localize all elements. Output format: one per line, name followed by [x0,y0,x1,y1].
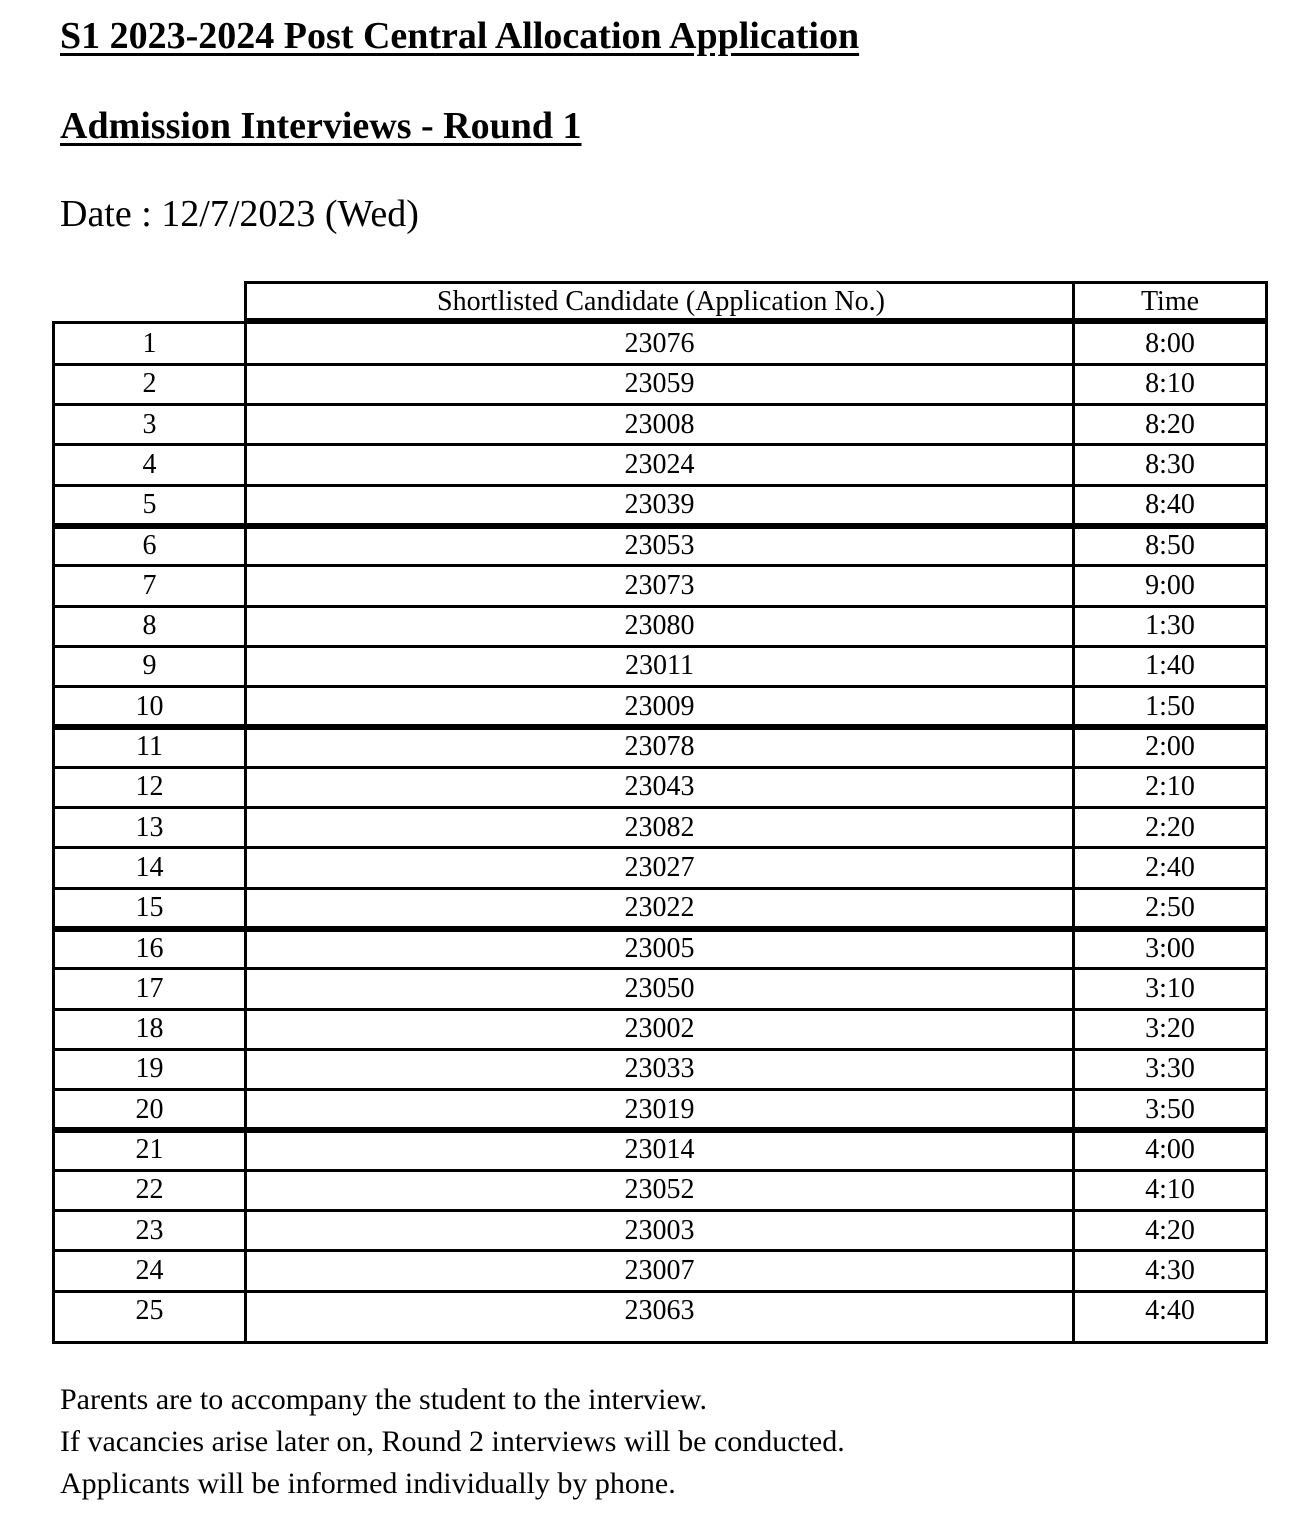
row-number: 13 [135,811,164,843]
application-number: 23022 [624,892,695,924]
interview-time: 3:10 [1145,972,1195,1004]
row-number: 21 [135,1134,164,1165]
interview-time: 3:30 [1145,1053,1195,1085]
interview-time: 4:40 [1145,1295,1195,1327]
row-number: 20 [135,1093,164,1125]
interview-time: 4:10 [1145,1174,1195,1206]
application-number: 23007 [624,1254,695,1286]
row-number: 12 [135,771,164,803]
row-number: 9 [142,650,157,682]
notes [60,1379,845,1505]
row-number: 16 [135,932,164,964]
application-number: 23043 [624,771,695,803]
interview-time: 8:00 [1145,328,1195,359]
application-number: 23009 [624,690,695,722]
header-time: Time [1072,281,1268,321]
interview-time: 2:10 [1145,771,1195,803]
application-number: 23033 [624,1053,695,1085]
row-number: 18 [135,1013,164,1045]
row-number: 23 [135,1214,164,1246]
row-number: 17 [135,972,164,1004]
interview-time: 1:40 [1145,650,1195,682]
application-number: 23076 [624,328,695,359]
application-number: 23002 [624,1013,695,1045]
interview-schedule-table [52,281,1268,1344]
interview-time: 1:30 [1145,610,1195,642]
application-number: 23014 [624,1134,695,1165]
application-number: 23024 [624,448,695,480]
application-number: 23053 [624,529,695,561]
application-number: 23073 [624,569,695,601]
row-number: 10 [135,690,164,722]
note-line: Applicants will be informed individually by phone. [60,1467,676,1500]
application-number: 23050 [624,972,695,1004]
row-number: 3 [142,408,157,440]
interview-time: 3:20 [1145,1013,1195,1045]
note-line: If vacancies arise later on, Round 2 interviews will be conducted. [60,1425,845,1458]
interview-time: 1:50 [1145,690,1195,722]
interview-time: 3:50 [1145,1093,1195,1125]
row-number: 14 [135,851,164,883]
row-number: 25 [135,1295,164,1327]
interview-time: 2:00 [1145,731,1195,762]
interview-time: 2:40 [1145,851,1195,883]
row-number: 5 [142,489,157,521]
application-number: 23027 [624,851,695,883]
row-number: 24 [135,1254,164,1286]
schedule-grid [52,321,1268,1344]
interview-time: 8:30 [1145,448,1195,480]
interview-time: 2:20 [1145,811,1195,843]
application-number: 23078 [624,731,695,762]
interview-time: 8:10 [1145,368,1195,400]
row-number: 11 [136,731,163,762]
interview-time: 4:20 [1145,1214,1195,1246]
application-number: 23039 [624,489,695,521]
interview-time: 4:00 [1145,1134,1195,1165]
interview-time: 8:20 [1145,408,1195,440]
interview-time: 3:00 [1145,932,1195,964]
application-number: 23059 [624,368,695,400]
document-subtitle: Admission Interviews - Round 1 [60,105,582,147]
note-line: Parents are to accompany the student to the interview. [60,1383,708,1416]
application-number: 23008 [624,408,695,440]
application-number: 23052 [624,1174,695,1206]
application-number: 23011 [625,650,694,682]
application-number: 23082 [624,811,695,843]
row-number: 22 [135,1174,164,1206]
row-number: 19 [135,1053,164,1085]
interview-time: 2:50 [1145,892,1195,924]
row-number: 1 [142,328,157,359]
interview-time: 4:30 [1145,1254,1195,1286]
row-number: 8 [142,610,157,642]
interview-time: 9:00 [1145,569,1195,601]
row-number: 2 [142,368,157,400]
document-title: S1 2023-2024 Post Central Allocation Application [60,15,860,57]
interview-time: 8:40 [1145,489,1195,521]
row-number: 4 [142,448,157,480]
row-number: 15 [135,892,164,924]
interview-date: Date : 12/7/2023 (Wed) [60,193,419,235]
row-number: 7 [142,569,157,601]
interview-time: 8:50 [1145,529,1195,561]
application-number: 23080 [624,610,695,642]
application-number: 23019 [624,1093,695,1125]
application-number: 23063 [624,1295,695,1327]
application-number: 23003 [624,1214,695,1246]
application-number: 23005 [624,932,695,964]
row-number: 6 [142,529,157,561]
header-candidate: Shortlisted Candidate (Application No.) [244,281,1075,321]
